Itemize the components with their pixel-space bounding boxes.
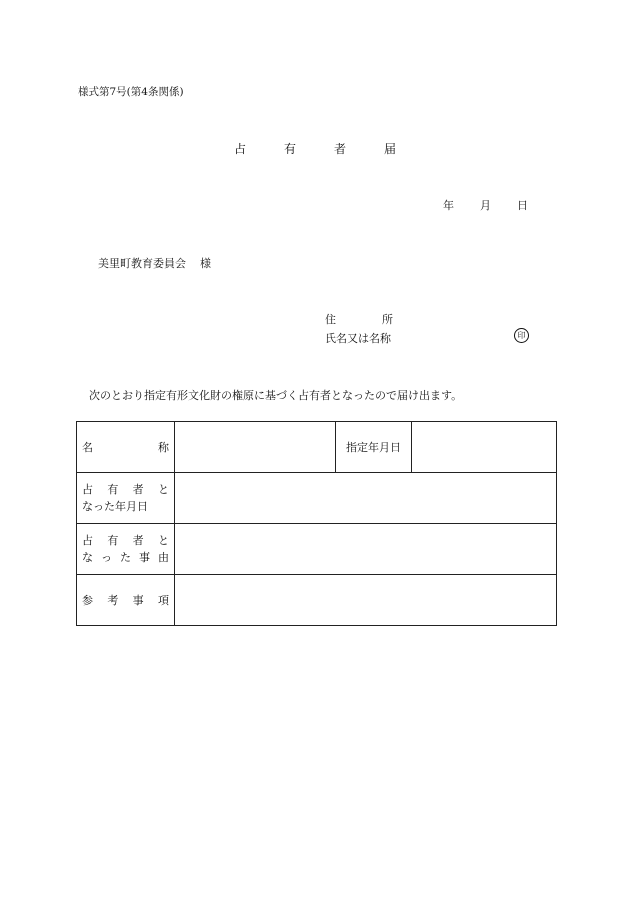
occupancy-date-label-line-2: なった年月日	[82, 500, 148, 513]
name-value-cell[interactable]	[175, 422, 336, 473]
occupancy-reason-value-cell[interactable]	[175, 524, 557, 575]
table-row-occupancy-date	[77, 473, 557, 524]
notes-label-cell	[77, 575, 175, 626]
table-row-occupancy-reason	[77, 524, 557, 575]
designation-date-label-cell: 指定年月日	[336, 422, 412, 473]
occupancy-date-label-line-1: 占 有 者 と	[82, 483, 169, 496]
occupancy-reason-label-line-1: 占 有 者 と	[82, 534, 169, 547]
name-label: 氏名又は名称	[325, 332, 391, 345]
name-label-char-1: 名	[82, 441, 93, 454]
occupancy-date-label-cell	[77, 473, 175, 524]
name-label-cell	[77, 422, 175, 473]
title-char-3: 者	[334, 142, 347, 156]
date-month-label: 月	[480, 199, 491, 212]
occupancy-reason-label-line-2: な っ た 事 由	[82, 551, 169, 564]
form-number: 様式第7号(第4条関係)	[78, 86, 184, 98]
notes-label: 参 考 事 項	[82, 593, 169, 607]
title-char-1: 占	[233, 142, 246, 156]
notification-table	[76, 421, 557, 626]
addressee	[98, 255, 211, 271]
table-row-notes	[77, 575, 557, 626]
date-year-label: 年	[443, 199, 454, 212]
occupancy-reason-label-cell	[77, 524, 175, 575]
document-title	[0, 140, 630, 157]
date-day-label: 日	[517, 199, 528, 212]
name-label-char-2: 称	[158, 441, 169, 454]
notes-value-cell[interactable]	[175, 575, 557, 626]
date-line	[443, 197, 528, 213]
table-row-name	[77, 422, 557, 473]
address-label-char-1: 住	[325, 313, 336, 326]
designation-date-value-cell[interactable]	[412, 422, 557, 473]
title-char-4: 届	[384, 142, 397, 156]
addressee-name: 美里町教育委員会	[98, 257, 186, 270]
seal-mark: 印	[514, 328, 529, 343]
statement-text: 次のとおり指定有形文化財の権原に基づく占有者となったので届け出ます。	[89, 389, 463, 402]
occupancy-date-value-cell[interactable]	[175, 473, 557, 524]
address-label-char-2: 所	[382, 313, 393, 326]
title-char-2: 有	[283, 142, 296, 156]
addressee-suffix: 様	[200, 257, 211, 270]
address-label	[325, 311, 393, 327]
